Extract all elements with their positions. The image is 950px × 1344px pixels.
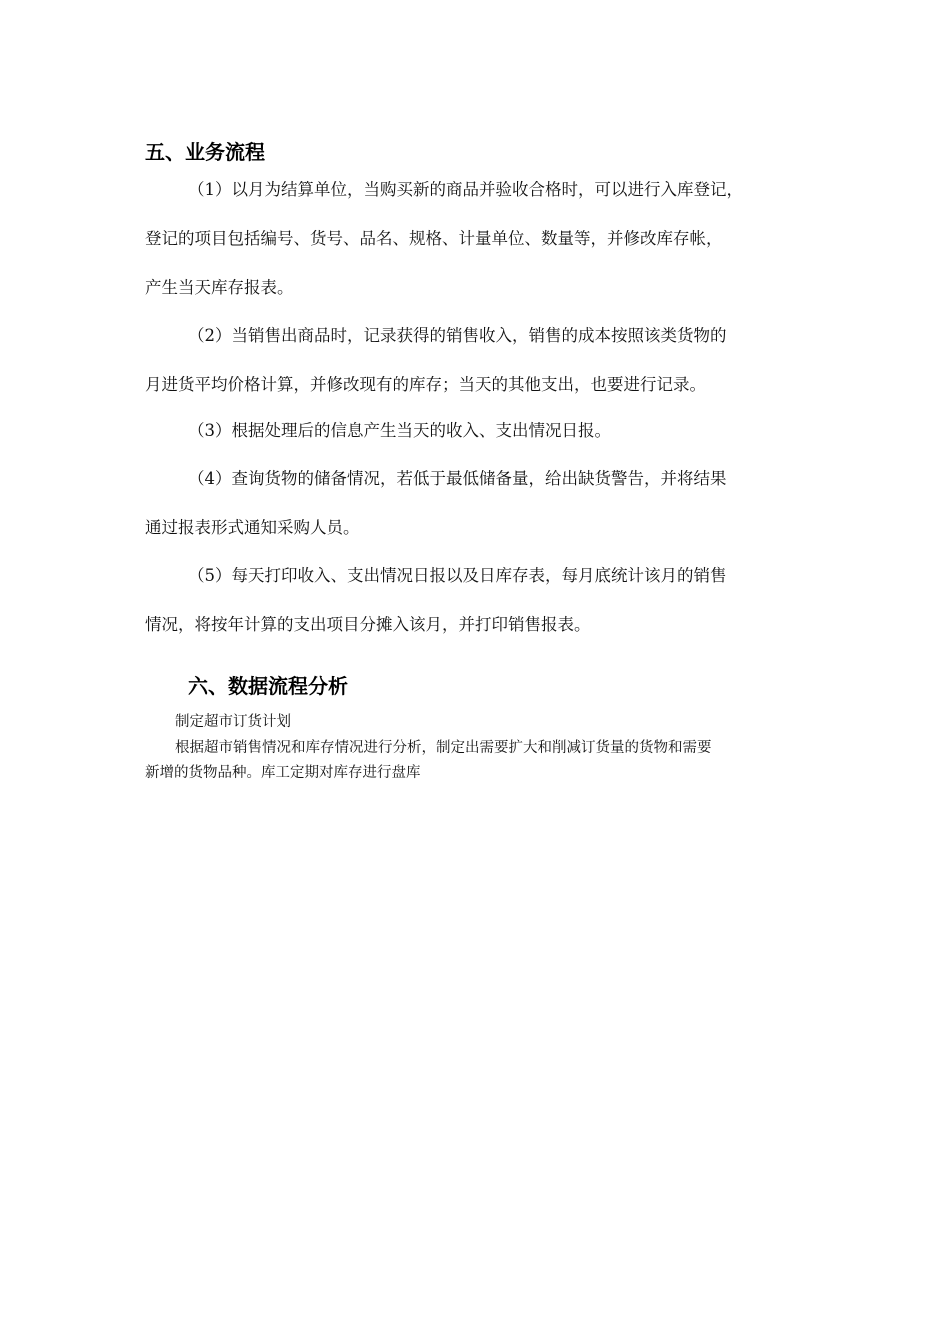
section-heading-data-flow-analysis: 六、数据流程分析	[188, 674, 348, 698]
subsection-title-order-plan: 制定超市订货计划	[175, 714, 291, 730]
paragraph-4-line-2: 通过报表形式通知采购人员。	[145, 518, 360, 537]
section-heading-business-process: 五、业务流程	[145, 140, 265, 164]
paragraph-5-line-2: 情况，将按年计算的支出项目分摊入该月，并打印销售报表。	[145, 615, 591, 634]
paragraph-2-line-2: 月进货平均价格计算，并修改现有的库存；当天的其他支出，也要进行记录。	[145, 375, 706, 394]
paragraph-2-line-1: （2）当销售出商品时，记录获得的销售收入，销售的成本按照该类货物的	[188, 326, 727, 345]
paragraph-4-line-1: （4）查询货物的储备情况，若低于最低储备量，给出缺货警告，并将结果	[188, 469, 727, 488]
paragraph-3-line-1: （3）根据处理后的信息产生当天的收入、支出情况日报。	[188, 421, 611, 440]
order-plan-line-1: 根据超市销售情况和库存情况进行分析，制定出需要扩大和削减订货量的货物和需要	[175, 740, 712, 756]
paragraph-1-line-1: （1）以月为结算单位，当购买新的商品并验收合格时，可以进行入库登记，	[188, 180, 743, 199]
paragraph-5-line-1: （5）每天打印收入、支出情况日报以及日库存表，每月底统计该月的销售	[188, 566, 727, 585]
paragraph-1-line-3: 产生当天库存报表。	[145, 278, 294, 297]
order-plan-line-2: 新增的货物品种。库工定期对库存进行盘库	[145, 765, 421, 781]
paragraph-1-line-2: 登记的项目包括编号、货号、品名、规格、计量单位、数量等，并修改库存帐，	[145, 229, 723, 248]
